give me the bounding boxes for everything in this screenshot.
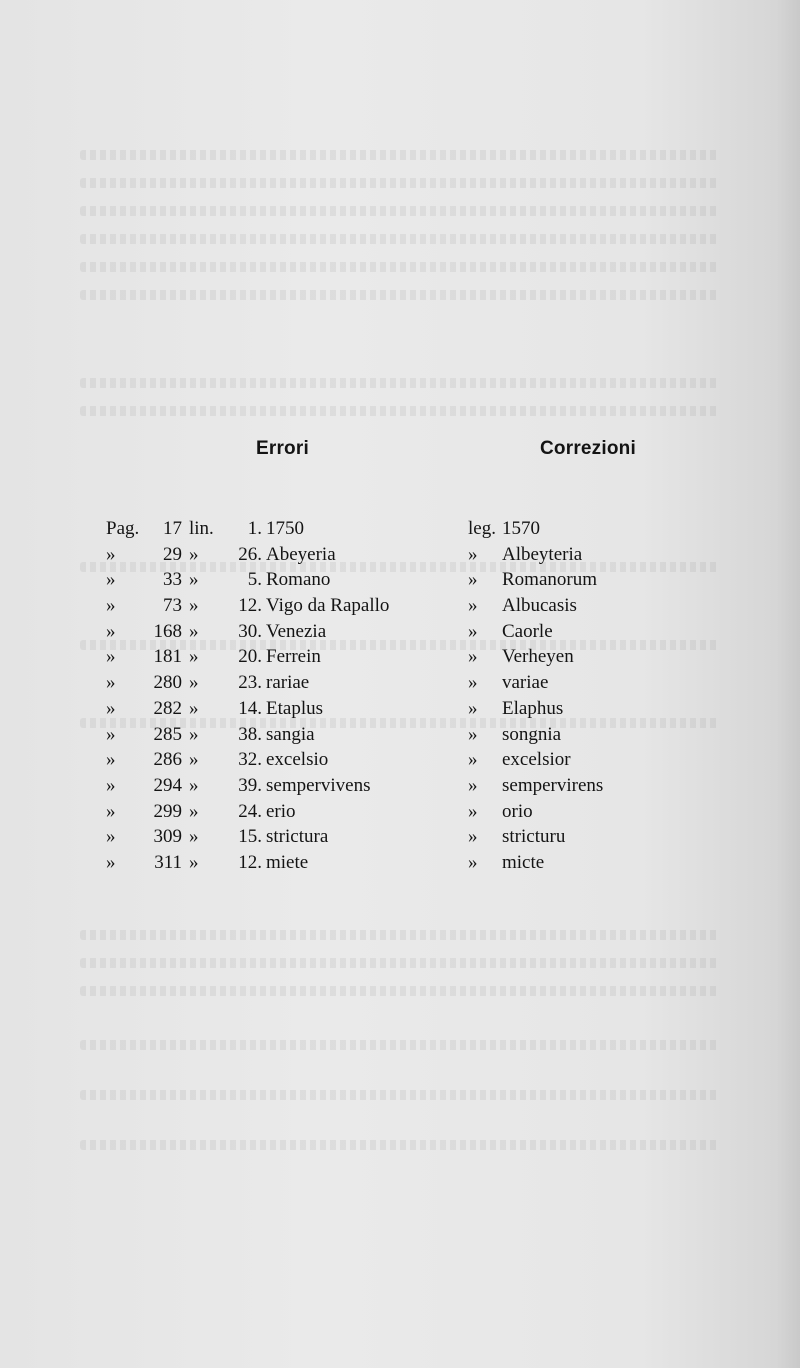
show-through-line [80,930,720,940]
errata-row [0,542,800,568]
error-text: sangia [266,723,315,745]
line-number: 39. [238,774,262,796]
errata-row [0,747,800,773]
read-label: » [468,851,478,873]
show-through-line [80,1090,720,1100]
page-label: Pag. [106,518,140,539]
line-number: 1. [247,518,262,539]
page-number: 73 [163,595,182,617]
correction-text: Romanorum [502,569,597,591]
errata-row [0,850,800,876]
page-number: 282 [153,697,182,719]
line-label: » [189,851,199,873]
read-label: » [468,697,478,719]
show-through-line [80,1140,720,1150]
page-number: 181 [153,646,182,668]
show-through-line [80,206,720,216]
line-number: 20. [238,646,262,668]
read-label: » [468,646,478,668]
page-label: » [106,620,116,642]
errata-row [0,593,800,619]
correction-text: stricturu [502,826,566,848]
line-number: 15. [238,826,262,848]
line-number: 26. [238,543,262,565]
read-label: » [468,749,478,771]
page-label: » [106,672,116,694]
read-label: » [468,569,478,591]
page-number: 285 [153,723,182,745]
correction-text: Albucasis [502,595,577,617]
page-label: » [106,826,116,848]
read-label: » [468,595,478,617]
correction-text: variae [502,672,549,694]
errata-row [0,516,800,542]
line-number: 30. [238,620,262,642]
corrections-heading: Correzioni [540,438,636,459]
show-through-line [80,378,720,388]
line-label: » [189,800,199,822]
correction-text: sempervirens [502,774,604,796]
show-through-line [80,262,720,272]
correction-text: 1570 [502,518,540,539]
page-label: » [106,749,116,771]
page-number: 311 [154,851,182,873]
line-number: 32. [238,749,262,771]
page-label: » [106,697,116,719]
page-label: » [106,800,116,822]
line-label: » [189,723,199,745]
errata-row [0,773,800,799]
page-number: 29 [163,543,182,565]
line-label: » [189,826,199,848]
page-label: » [106,569,116,591]
error-text: erio [266,800,296,822]
line-label: » [189,569,199,591]
page-label: » [106,543,116,565]
line-label: » [189,774,199,796]
correction-text: micte [502,851,545,873]
page-number: 309 [153,826,182,848]
line-label: » [189,543,199,565]
errata-row [0,619,800,645]
errata-row [0,567,800,593]
line-number: 5. [247,569,262,591]
show-through-line [80,178,720,188]
errors-heading: Errori [256,438,309,459]
correction-text: songnia [502,723,562,745]
page-label: » [106,851,116,873]
error-text: Romano [266,569,331,591]
line-label: » [189,697,199,719]
errata-row [0,696,800,722]
errata-row [0,824,800,850]
correction-text: Caorle [502,620,553,642]
line-number: 14. [238,697,262,719]
error-text: rariae [266,672,310,694]
page-number: 17 [163,518,182,539]
show-through-line [80,958,720,968]
line-label: lin. [189,518,214,539]
correction-text: Albeyteria [502,543,583,565]
error-text: excelsio [266,749,329,771]
read-label: » [468,672,478,694]
page-number: 280 [153,672,182,694]
line-label: » [189,646,199,668]
errata-row [0,799,800,825]
read-label: leg. [468,518,496,539]
show-through-line [80,986,720,996]
line-number: 38. [238,723,262,745]
page-number: 294 [153,774,182,796]
line-number: 12. [238,595,262,617]
show-through-line [80,406,720,416]
show-through-line [80,234,720,244]
error-text: Etaplus [266,697,323,719]
read-label: » [468,723,478,745]
line-label: » [189,620,199,642]
line-label: » [189,672,199,694]
show-through-line [80,150,720,160]
error-text: Ferrein [266,646,321,668]
errata-row [0,644,800,670]
page-number: 33 [163,569,182,591]
errata-row [0,670,800,696]
error-text: Venezia [266,620,327,642]
page-number: 299 [153,800,182,822]
correction-text: orio [502,800,533,822]
line-number: 23. [238,672,262,694]
line-label: » [189,595,199,617]
read-label: » [468,774,478,796]
page-label: » [106,595,116,617]
read-label: » [468,620,478,642]
error-text: Vigo da Rapallo [266,595,390,617]
errata-list [0,516,800,876]
page-label: » [106,723,116,745]
show-through-line [80,1040,720,1050]
line-label: » [189,749,199,771]
read-label: » [468,826,478,848]
read-label: » [468,543,478,565]
error-text: miete [266,851,309,873]
correction-text: Elaphus [502,697,564,719]
page-number: 286 [153,749,182,771]
line-number: 12. [238,851,262,873]
page-number: 168 [153,620,182,642]
error-text: sempervivens [266,774,371,796]
correction-text: excelsior [502,749,571,771]
error-text: 1750 [266,518,304,539]
correction-text: Verheyen [502,646,574,668]
read-label: » [468,800,478,822]
errata-row [0,722,800,748]
error-text: strictura [266,826,329,848]
line-number: 24. [238,800,262,822]
error-text: Abeyeria [266,543,336,565]
page-label: » [106,646,116,668]
show-through-line [80,290,720,300]
page-label: » [106,774,116,796]
